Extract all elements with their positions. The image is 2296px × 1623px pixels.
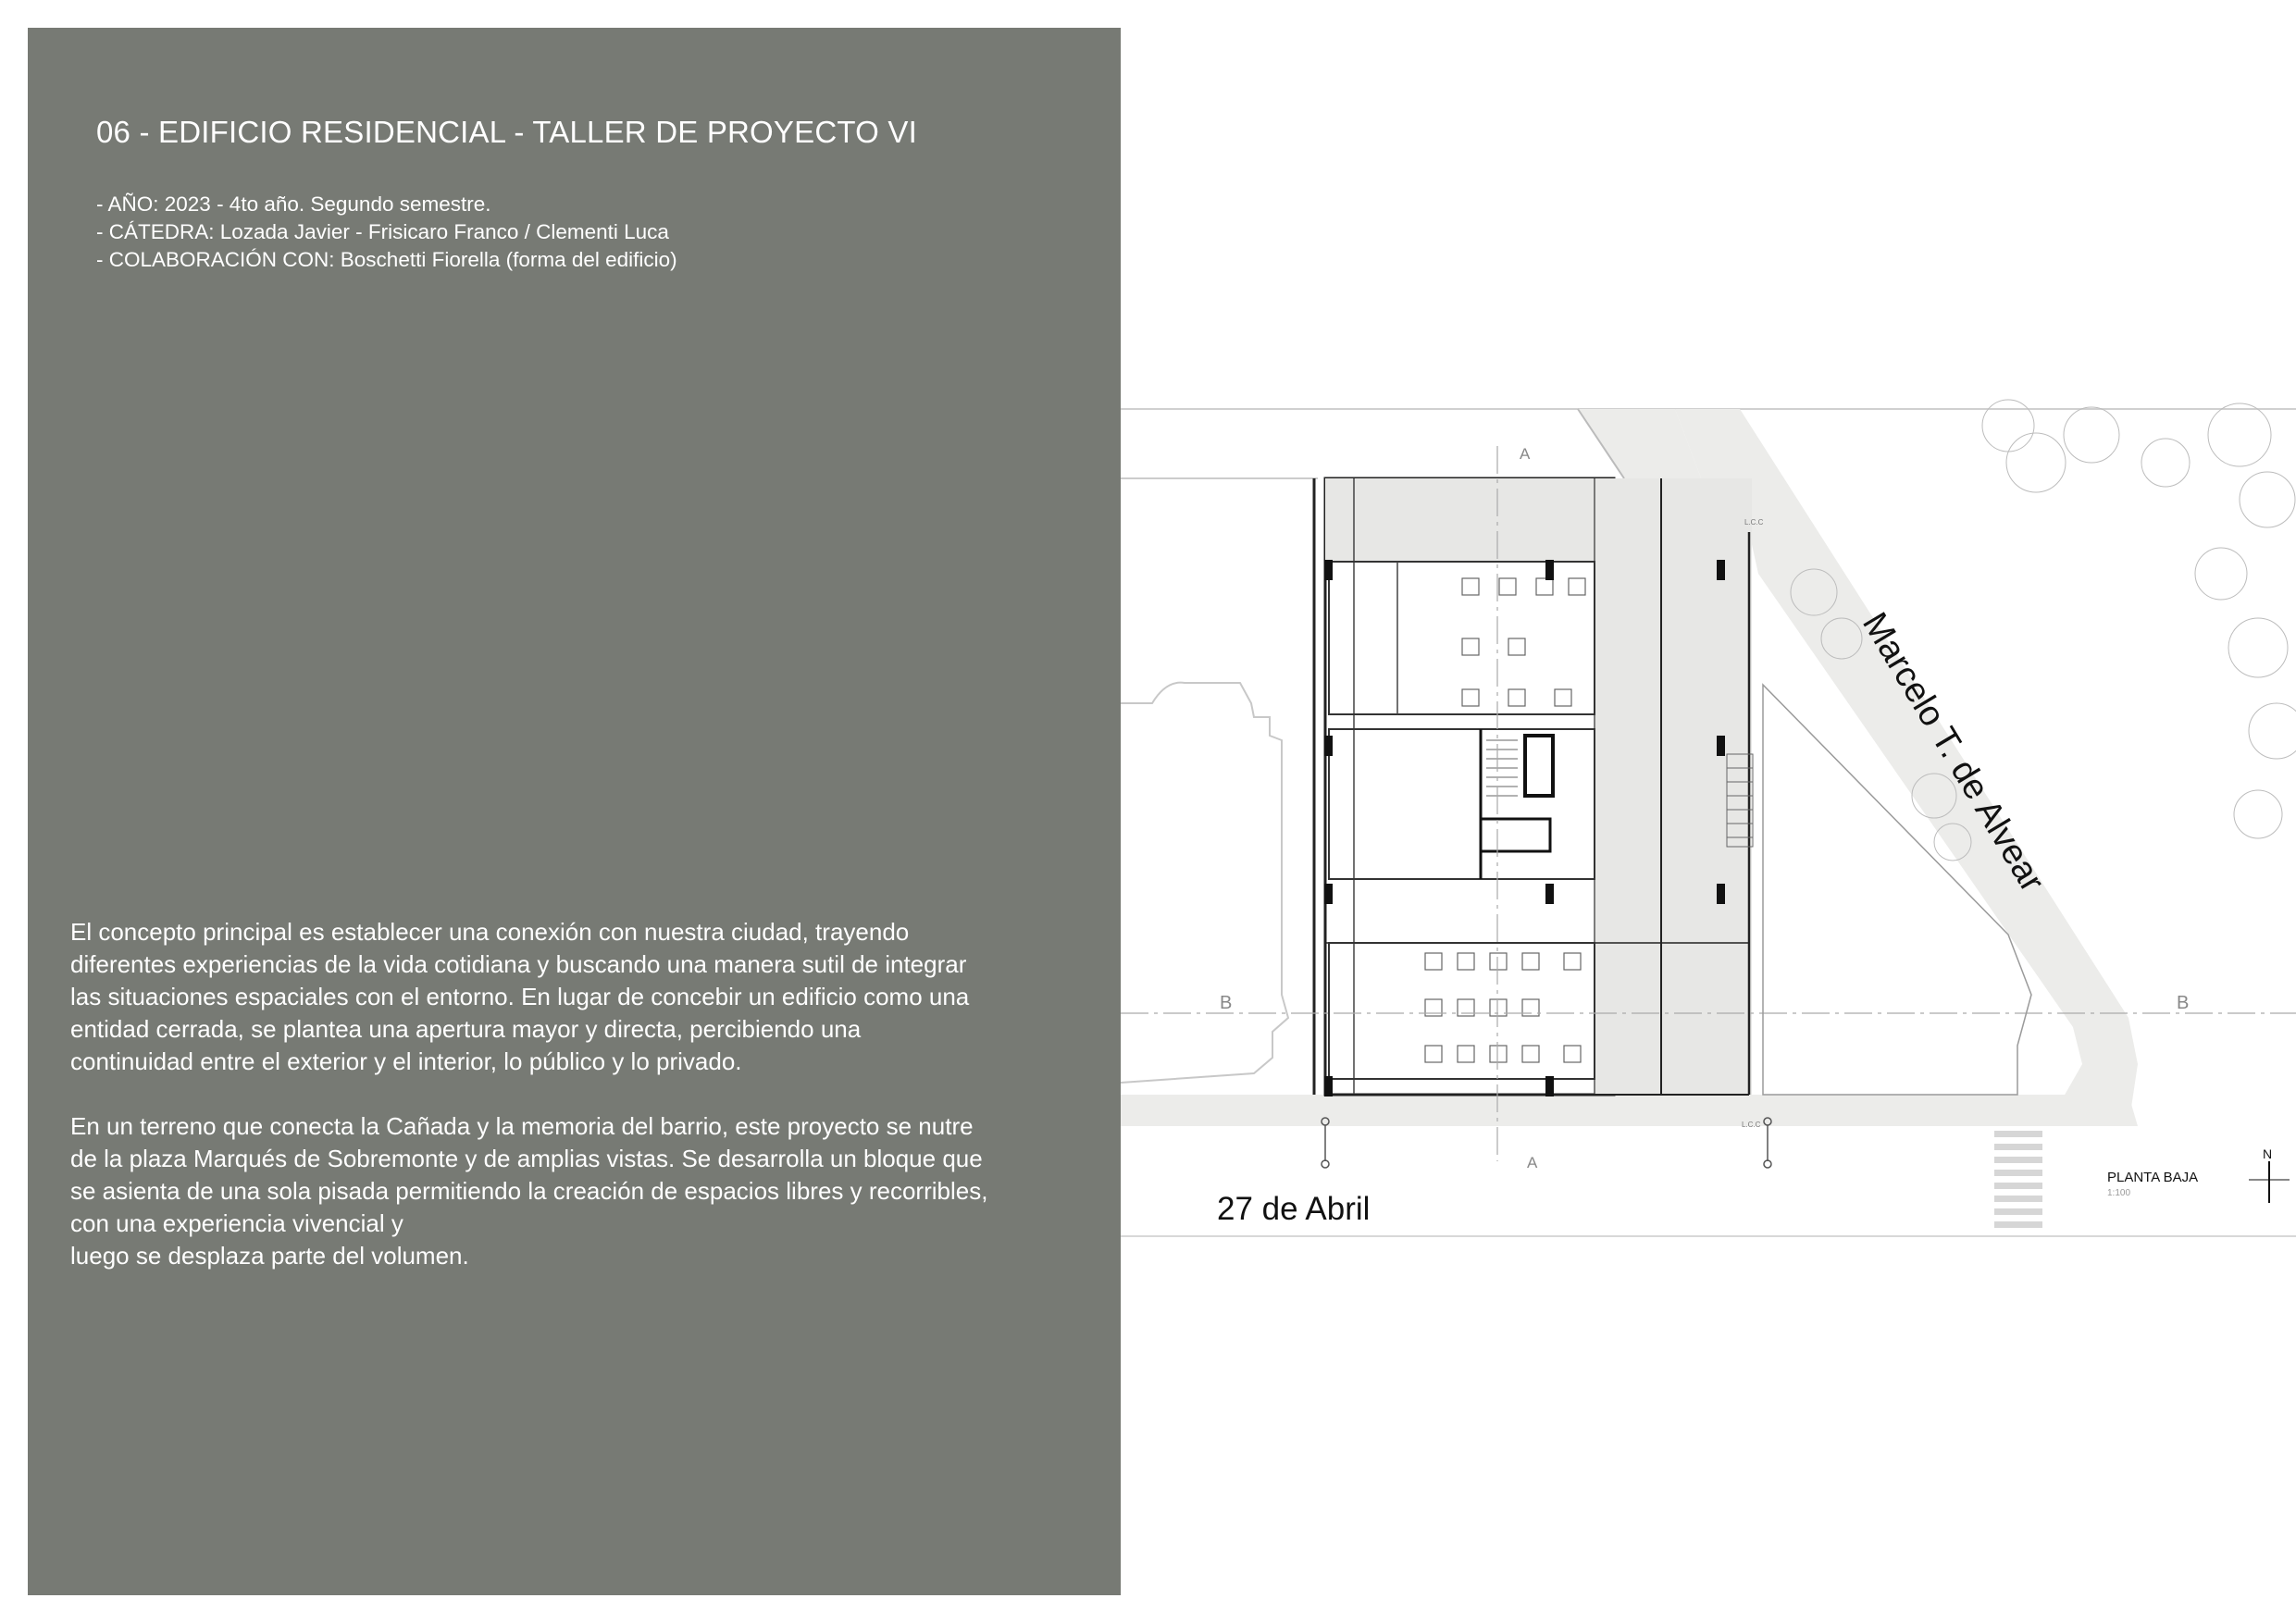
neighbour-outline [1121, 683, 1288, 1083]
project-title: 06 - EDIFICIO RESIDENCIAL - TALLER DE PROYECTO VI [96, 115, 917, 149]
street-label-marcelo: Marcelo T. de Alvear [1854, 606, 2052, 899]
project-meta [96, 191, 677, 274]
street-label-abril: 27 de Abril [1217, 1191, 1371, 1227]
description-line: se asienta de una sola pisada permitiendo la creación de espacios libres y recorribles, [70, 1177, 988, 1205]
description-paragraph-1 [70, 916, 1088, 1078]
section-a-bottom: A [1527, 1154, 1538, 1171]
north-label: N [2263, 1146, 2273, 1161]
lcc-label-bottom: L.C.C [1742, 1121, 1761, 1129]
section-b-right: B [2177, 993, 2190, 1013]
description-line: En un terreno que conecta la Cañada y la memoria del barrio, este proyecto se nutre [70, 1112, 974, 1140]
description-paragraph-2 [70, 1110, 1088, 1272]
description-line: continuidad entre el exterior y el interior, lo público y lo privado. [70, 1047, 742, 1075]
meta-colaboracion: - COLABORACIÓN CON: Boschetti Fiorella (forma del edificio) [96, 248, 677, 271]
description-line: entidad cerrada, se plantea una apertura mayor y directa, percibiendo una [70, 1015, 862, 1043]
meta-year: - AÑO: 2023 - 4to año. Segundo semestre. [96, 192, 491, 216]
description-line: luego se desplaza parte del volumen. [70, 1242, 469, 1270]
floor-plan-drawing [1121, 389, 2296, 1249]
drawing-title: PLANTA BAJA [2107, 1170, 2199, 1185]
description-line: diferentes experiencias de la vida cotidiana y buscando una manera sutil de integrar [70, 950, 967, 978]
project-description [70, 916, 1088, 1305]
description-line: con una experiencia vivencial y [70, 1209, 403, 1237]
drawing-scale: 1:100 [2107, 1188, 2131, 1198]
crosswalk [1994, 1131, 2042, 1228]
section-b-left: B [1220, 993, 1233, 1013]
description-line: El concepto principal es establecer una conexión con nuestra ciudad, trayendo [70, 918, 910, 946]
building-footprint [1325, 478, 1614, 1095]
sidewalk-bottom [1121, 1095, 2138, 1126]
description-line: de la plaza Marqués de Sobremonte y de amplias vistas. Se desarrolla un bloque que [70, 1145, 983, 1172]
description-line: las situaciones espaciales con el entorno. En lugar de concebir un edificio como una [70, 983, 970, 1010]
lcc-label-top: L.C.C [1744, 518, 1764, 527]
section-a-top: A [1520, 445, 1531, 463]
meta-catedra: - CÁTEDRA: Lozada Javier - Frisicaro Franco / Clementi Luca [96, 220, 669, 243]
